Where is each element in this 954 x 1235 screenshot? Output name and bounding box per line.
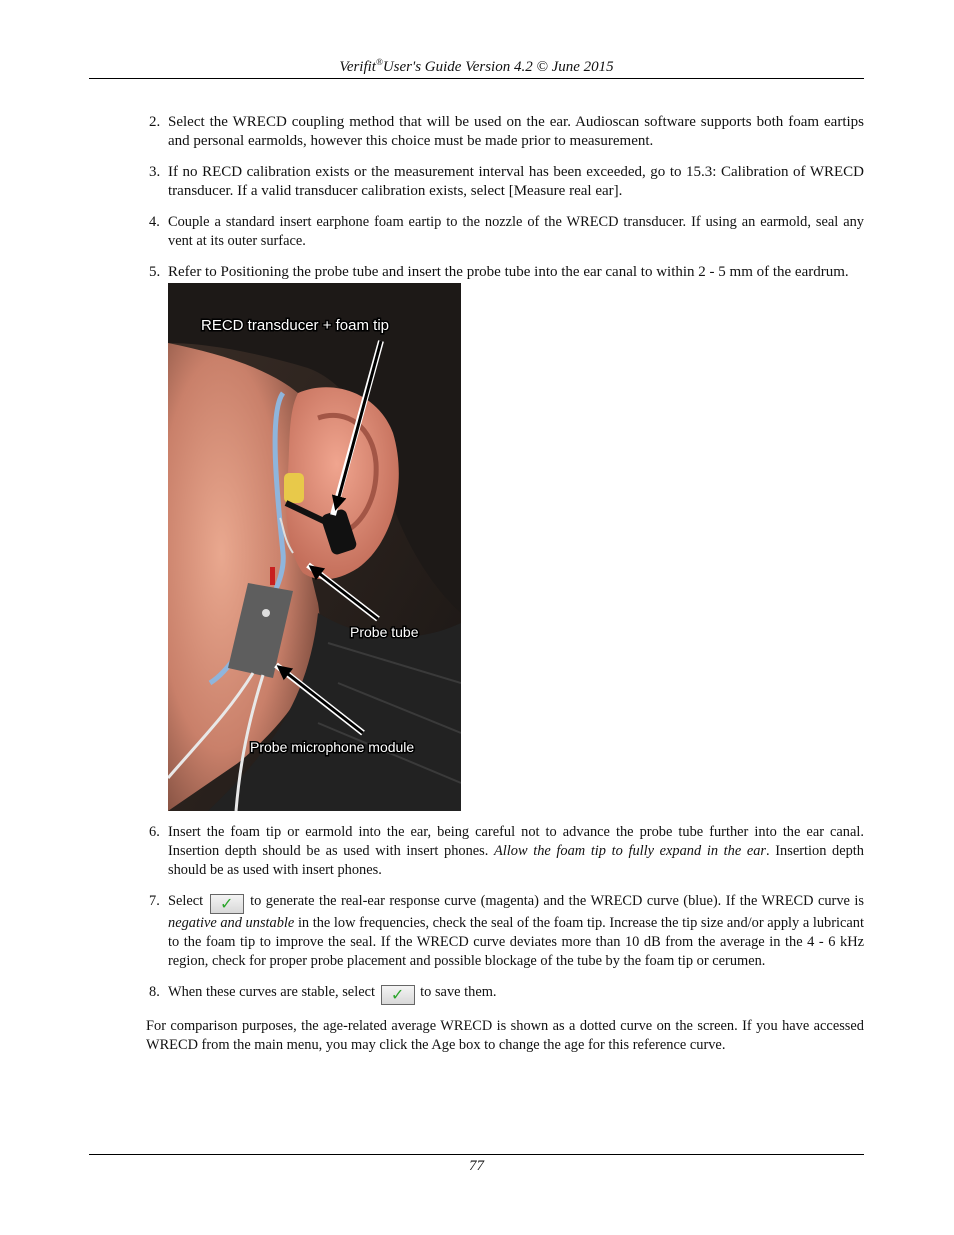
label-recd-transducer: RECD transducer + foam tip — [201, 317, 389, 334]
step-5: 5. Refer to Positioning the probe tube and insert the probe tube into the ear canal to within 2 - 5 mm of the eardrum. RECD transducer + foam tip Probe tube Probe microphone module — [146, 263, 864, 811]
closing-paragraph: For comparison purposes, the age-related average WRECD is shown as a dotted curve on the screen. If you have accessed WRECD from the main menu, you may click the Age box to change the age for this reference curve. — [146, 1018, 864, 1053]
header-rule — [89, 78, 864, 79]
page-number: 77 — [469, 1158, 484, 1174]
step-8: 8. When these curves are stable, select ✓ to save them. — [149, 984, 497, 1004]
ear-probe-photo — [168, 283, 461, 811]
continue-check-icon[interactable]: ✓ — [210, 894, 244, 914]
step-7: 7. Select ✓ to generate the real-ear response curve (magenta) and the WRECD curve (blue). If the WRECD curve is negative and unstable in the low frequencies, check the seal of the foam tip. Increase the tip size and/or apply a lubricant to the foam tip to improve the seal. If the WRECD curve deviates more than 10 dB from the average in the 4 - 6 kHz region, check for proper probe placement and possible blockage of the tube by the foam tip or cerumen. — [149, 893, 864, 969]
step-2: 2. Select the WRECD coupling method that will be used on the ear. Audioscan software supports both foam eartips and personal earmolds, however this choice must be made prior to measurement. — [149, 114, 864, 149]
step-4: 4. Couple a standard insert earphone foam eartip to the nozzle of the WRECD transducer. If using an earmold, seal any vent at its outer surface. — [149, 214, 864, 249]
page-header: Verifit®User's Guide Version 4.2 © June 2015 — [339, 57, 614, 75]
footer-rule — [89, 1154, 864, 1155]
label-probe-microphone-module: Probe microphone module — [250, 739, 415, 755]
page-content — [146, 113, 864, 1055]
save-check-icon[interactable]: ✓ — [381, 985, 415, 1005]
steps-list — [146, 113, 864, 1005]
step-3: 3. If no RECD calibration exists or the measurement interval has been exceeded, go to 15.3: Calibration of WRECD transducer. If a valid transducer calibration exists, select [Measure real ear]. — [149, 164, 864, 199]
step-6: 6. Insert the foam tip or earmold into the ear, being careful not to advance the probe tube further into the ear canal. Insertion depth should be as used with insert phones. Allow the foam tip to fully expand in the ear. Insertion depth should be as used with insert phones. — [149, 824, 865, 878]
label-probe-tube: Probe tube — [350, 624, 419, 640]
